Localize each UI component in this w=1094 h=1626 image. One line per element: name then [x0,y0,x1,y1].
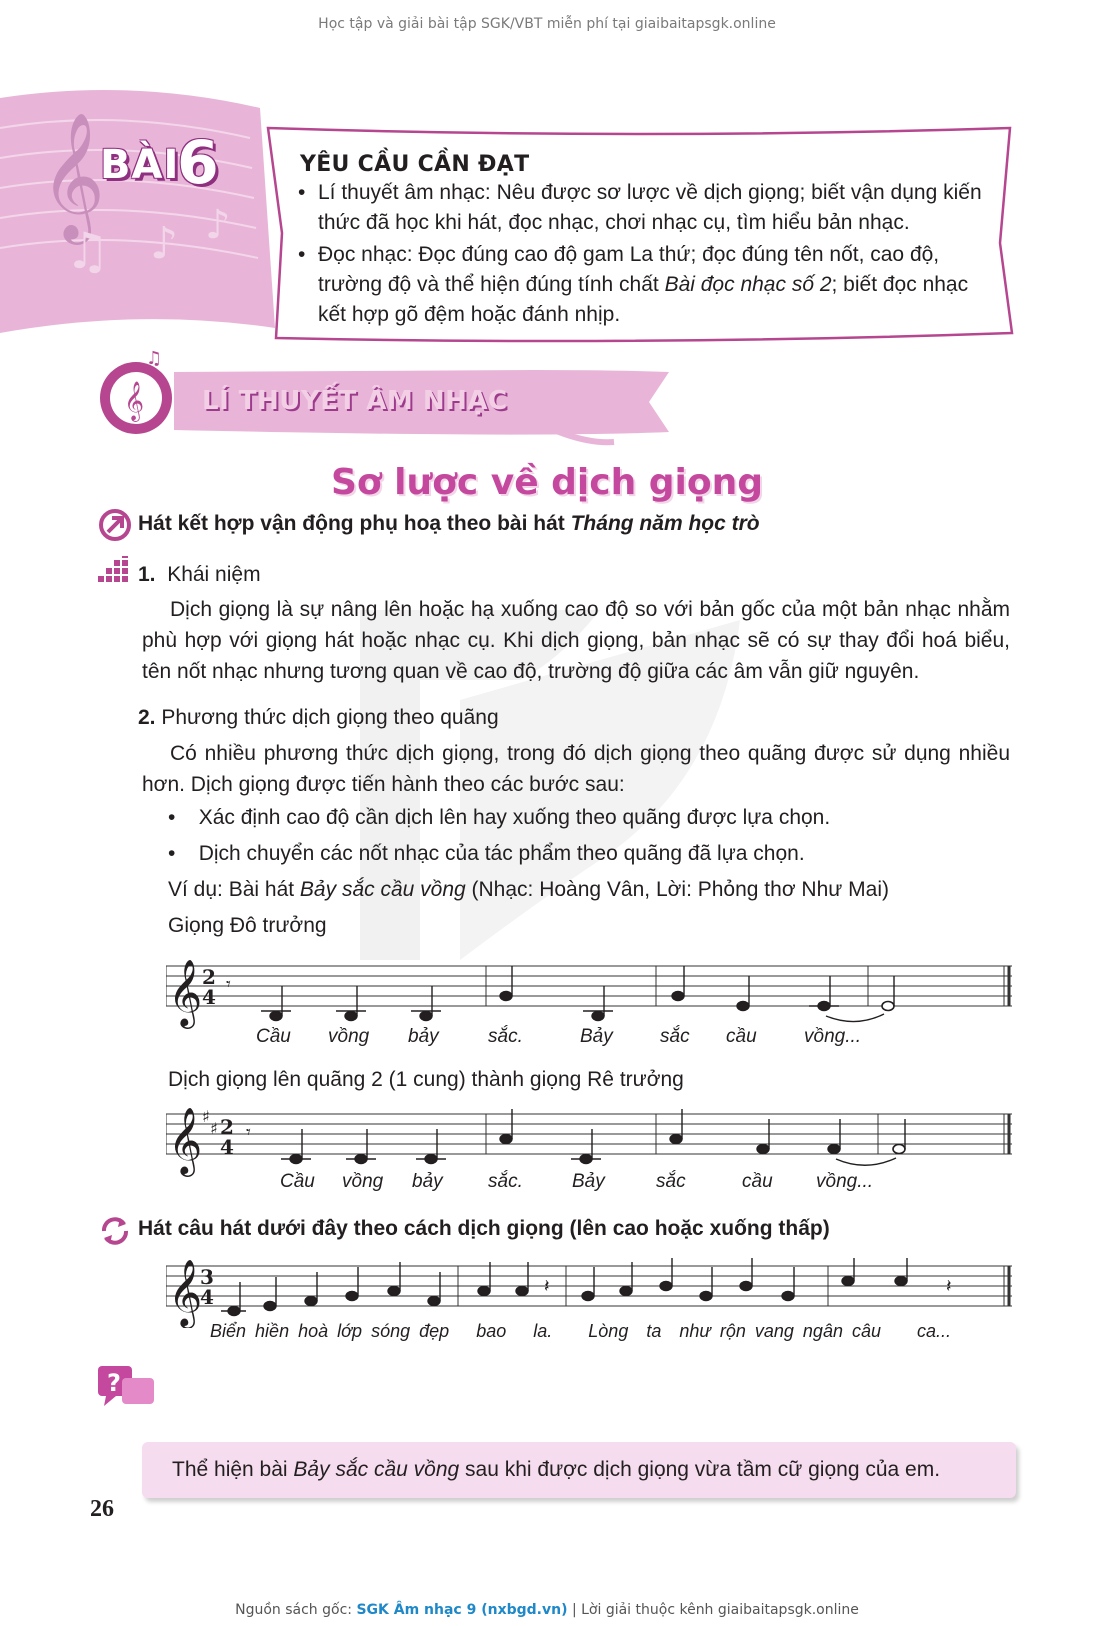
requirement-item-1: • Lí thuyết âm nhạc: Nêu được sơ lược về dịch giọng; biết vận dụng kiến thức đã học khi hát, đọc nhạc, chơi nhạc cụ, tìm hiểu bản nhạc. [298,181,982,234]
lesson-word: BÀI [100,142,180,188]
lyric-1-1: vồng [328,1026,370,1047]
method-bullet-2: • Dịch chuyển các nốt nhạc của tác phẩm theo quãng đã lựa chọn. [168,842,805,865]
treble-clef-icon: 𝄞 [168,958,203,1026]
lyric-1-5: sắc [660,1026,690,1047]
concept-paragraph: Dịch giọng là sự nâng lên hoặc hạ xuống cao độ so với bản gốc của một bản nhạc nhằm phù hợp với giọng hát hoặc nhạc cụ. Khi dịch giọng, bản nhạc sẽ có sự thay đổi hoá biểu, tên nốt nhạc nhưng tương quan về cao độ, trường độ giữa các âm vẫn giữ nguyên. [142,598,1010,683]
lyric-2-6: cầu [742,1171,773,1192]
svg-text:♫: ♫ [146,350,163,369]
svg-text:𝄾: 𝄾 [226,974,231,995]
svg-text:♫: ♫ [65,222,110,280]
svg-text:𝄾: 𝄾 [246,1122,251,1143]
lesson-number: 6 [177,128,219,198]
time-sig-bottom: 4 [200,1285,214,1309]
lyric-1-2: bảy [408,1026,439,1047]
method-paragraph: Có nhiều phương thức dịch giọng, trong đó dịch giọng theo quãng được sử dụng nhiều hơn. Dịch giọng được tiến hành theo các bước sau: [142,742,1010,796]
staff-1-label: Giọng Đô trưởng [168,914,327,937]
method-heading: 2. Phương thức dịch giọng theo quãng [138,706,499,729]
activity-arrow-icon [98,508,132,542]
svg-text:?: ? [107,1369,121,1397]
svg-text:𝄽: 𝄽 [946,1276,952,1297]
lyric-2-1: vồng [342,1171,384,1192]
lyric-1-3: sắc. [488,1026,523,1047]
lyric-2-0: Cầu [280,1171,315,1192]
staff-1 [166,956,1016,1036]
staff-3 [166,1258,1016,1328]
lyric-2-5: sắc [656,1171,686,1192]
header-note: Học tập và giải bài tập SGK/VBT miễn phí tại giaibaitapsgk.online [318,16,776,32]
treble-clef-icon: 𝄞 [40,111,106,239]
requirements-title: YÊU CẦU CẦN ĐẠT [300,152,530,177]
svg-text:𝄽: 𝄽 [544,1276,550,1297]
sharp-icon: ♯ [202,1107,210,1126]
svg-text:♪: ♪ [205,202,231,248]
section-label: LÍ THUYẾT ÂM NHẠC [202,386,508,416]
staff-2-label: Dịch giọng lên quãng 2 (1 cung) thành giọng Rê trưởng [168,1068,684,1091]
requirement-item-2: • Đọc nhạc: Đọc đúng cao độ gam La thứ; đọc đúng tên nốt, cao độ, trường độ và thể hiện đúng tính chất Bài đọc nhạc số 2; biết đọc nhạc kết hợp gõ đệm hoặc đánh nhịp. [298,243,969,326]
lyric-1-7: vồng... [804,1026,862,1047]
time-sig-top: 3 [200,1265,214,1289]
lyric-2-4: Bảy [572,1171,605,1192]
treble-clef-icon: 𝄞 [168,1258,203,1326]
music-note-icon: 𝄞 [124,381,145,421]
lyric-1-4: Bảy [580,1026,613,1047]
example-line: Ví dụ: Bài hát Bảy sắc cầu vồng (Nhạc: Hoàng Vân, Lời: Phỏng thơ Như Mai) [168,878,889,901]
lyric-1-0: Cầu [256,1026,291,1047]
bars-icon [98,556,132,586]
svg-text:♪: ♪ [150,218,179,269]
main-title: Sơ lược về dịch giọng [330,462,764,503]
footer-note: Nguồn sách gốc: SGK Âm nhạc 9 (nxbgd.vn) | Lời giải thuộc kênh giaibaitapsgk.online [235,1602,859,1618]
question-bubble-icon [98,1366,158,1416]
footer-source-link[interactable]: SGK Âm nhạc 9 (nxbgd.vn) [356,1602,568,1618]
activity-1-heading: Hát kết hợp vận động phụ hoạ theo bài hát Tháng năm học trò [138,512,760,535]
treble-clef-icon: 𝄞 [168,1106,203,1174]
lyric-2-2: bảy [412,1171,443,1192]
page-number: 26 [90,1496,114,1522]
lyric-1-6: cầu [726,1026,757,1047]
time-sig-top: 2 [202,965,216,989]
sharp-icon: ♯ [210,1119,218,1138]
activity-2-heading: Hát câu hát dưới đây theo cách dịch giọng (lên cao hoặc xuống thấp) [138,1217,830,1240]
time-sig-bottom: 4 [202,985,216,1009]
refresh-icon [98,1214,132,1248]
lyrics-3: Biển hiền hoà lớp sóng đẹp bao la. Lòng ta như rộn vang ngân câu ca... [210,1321,952,1341]
concept-heading: 1. Khái niệm [138,563,261,586]
time-sig-bottom: 4 [220,1135,234,1159]
lyric-2-3: sắc. [488,1171,523,1192]
lyric-2-7: vồng... [816,1171,874,1192]
method-bullet-1: • Xác định cao độ cần dịch lên hay xuống theo quãng được lựa chọn. [168,806,831,829]
question-text: Thể hiện bài Bảy sắc cầu vồng sau khi được dịch giọng vừa tầm cữ giọng của em. [172,1458,941,1481]
time-sig-top: 2 [220,1115,234,1139]
